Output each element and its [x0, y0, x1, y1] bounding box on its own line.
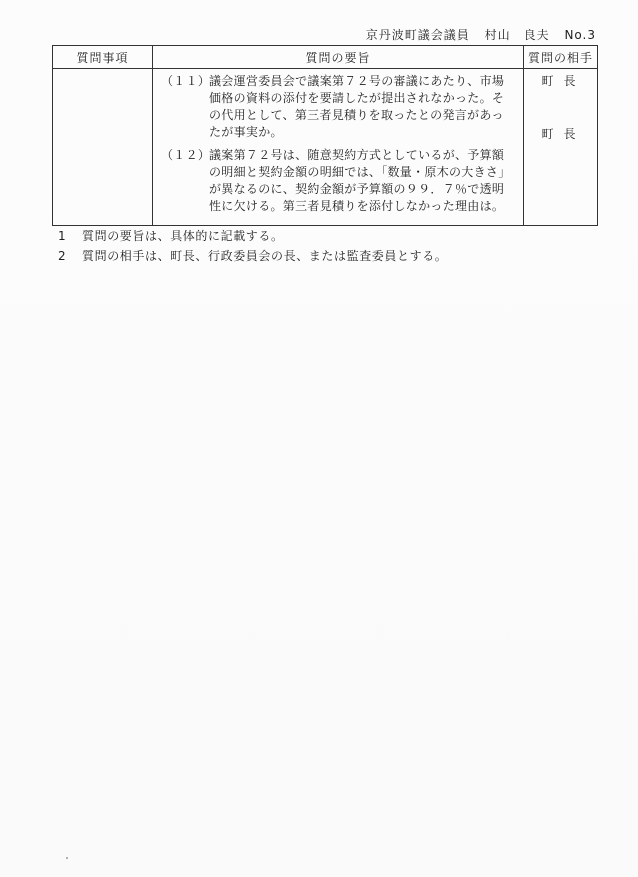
question-number: （１１） [161, 74, 211, 88]
footnote-item [58, 226, 447, 246]
subject-cell [53, 69, 153, 226]
column-header-target: 質問の相手 [524, 46, 598, 69]
question-number: （１２） [161, 148, 211, 162]
column-header-subject: 質問事項 [53, 46, 153, 69]
assembly-label: 京丹波町議会議員 [365, 28, 470, 42]
page-number: No.3 [564, 28, 596, 42]
question-item-11 [161, 73, 515, 141]
footnote-number: 1 [58, 229, 67, 243]
footnotes [58, 226, 447, 266]
footnote-item [58, 246, 447, 266]
footnote-text: 質問の相手は、町長、行政委員会の長、または監査委員とする。 [82, 249, 448, 263]
footnote-number: 2 [58, 249, 67, 263]
target-cell [524, 69, 598, 226]
question-target: 町長 [541, 74, 586, 88]
question-text: 議会運営委員会で議案第７２号の審議にあたり、市場価格の資料の添付を要請したが提出されなかった。その代用として、第三者見積りを取ったとの発言があったが事実か。 [209, 74, 505, 139]
scan-speck [66, 857, 68, 859]
question-target: 町長 [541, 127, 586, 141]
question-table [52, 45, 598, 226]
column-header-summary: 質問の要旨 [153, 46, 524, 69]
summary-cell [153, 69, 524, 226]
table-row [53, 69, 598, 226]
document-header [366, 26, 596, 43]
question-item-12 [161, 147, 515, 215]
member-name: 村山 良夫 [484, 28, 550, 42]
footnote-text: 質問の要旨は、具体的に記載する。 [82, 229, 284, 243]
table-header-row [53, 46, 598, 69]
question-text: 議案第７２号は、随意契約方式としているが、予算額の明細と契約金額の明細では、「数量・原木の大きさ」が異なるのに、契約金額が予算額の９９．７％で透明性に欠ける。第三者見積りを添付しなかった理由は。 [209, 148, 511, 213]
